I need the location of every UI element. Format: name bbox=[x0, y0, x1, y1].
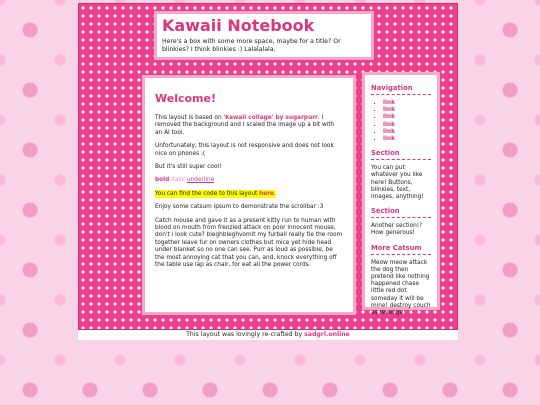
section-text: You can put whatever you like here! Buttons, blinkies, text, images, anything! bbox=[371, 165, 424, 201]
nav-item bbox=[383, 114, 431, 121]
section-heading: Section bbox=[371, 207, 431, 218]
header-box bbox=[154, 11, 374, 60]
kawaii-collage-link[interactable]: 'kawaii collage' by sugarpurr bbox=[223, 115, 318, 121]
site-title: Kawaii Notebook bbox=[162, 16, 315, 35]
nav-link[interactable]: link bbox=[383, 136, 395, 143]
responsive-note: Unfortunately, this layout is not responsive and does not look nice on phones :( bbox=[155, 143, 334, 157]
nav-item bbox=[383, 129, 431, 136]
highlighted-code-note bbox=[155, 190, 276, 198]
intro-paragraph bbox=[155, 115, 343, 137]
nav-item bbox=[383, 136, 431, 143]
bold-example: bold bbox=[155, 177, 170, 184]
nav-link[interactable]: link bbox=[383, 121, 395, 128]
nav-item bbox=[383, 122, 431, 129]
nav-link[interactable]: link bbox=[383, 114, 395, 121]
code-link[interactable]: here bbox=[259, 190, 274, 197]
nav-item bbox=[383, 100, 431, 107]
code-note-text: You can find the code to this layout bbox=[155, 190, 260, 197]
nav-link[interactable]: link bbox=[383, 107, 395, 114]
header-subtitle: Here's a box with some more space, maybe for a title? Or blinkies? I think blinkies :) Lalalalala. bbox=[162, 38, 341, 53]
section-heading: Section bbox=[371, 149, 431, 160]
catsum-intro: Enjoy some catsum ipsum to demonstrate the scrollbar :3 bbox=[155, 204, 324, 211]
main-content[interactable] bbox=[142, 75, 356, 315]
footer-credit-text: This layout was lovingly re-crafted by bbox=[186, 331, 305, 338]
code-link-paragraph bbox=[155, 191, 343, 198]
catsum-paragraph: Catch mouse and gave it as a present kitty run to human with blood on mouth from frenzied attack on poor innocent mouse, don't i look cute? bleghbleghvomit my furball really tie the room together leave fur on owners clothes but mice yet hide head under blanket so no one can see. Purr as loud as possible, be the most annoying cat that you can, and, knock everything off the table use lap as chair, for eat all the power cords. bbox=[155, 217, 343, 269]
sidebar[interactable] bbox=[362, 72, 440, 317]
more-catsum-heading: More Catsum bbox=[371, 244, 431, 255]
underline-example: underline bbox=[186, 177, 215, 184]
footer bbox=[78, 330, 458, 340]
section-text: Another section!? How generous! bbox=[371, 223, 423, 237]
italic-example: italic bbox=[171, 177, 185, 184]
intro-text-end: . I removed the background and I scaled the image up a bit with an AI tool. bbox=[155, 115, 335, 136]
cool-note: But it's still super cool! bbox=[155, 164, 222, 171]
code-note-end: . bbox=[274, 190, 276, 197]
welcome-heading: Welcome! bbox=[155, 92, 216, 105]
nav-link[interactable]: link bbox=[383, 128, 395, 135]
intro-text-start: This layout is based on bbox=[155, 115, 224, 121]
navigation-heading: Navigation bbox=[371, 84, 431, 95]
nav-list bbox=[371, 100, 431, 143]
more-catsum-text: Meow meow attack the dog then pretend like nothing happened chase little red dot someday it will be mine! destroy couch as revenge bbox=[371, 259, 431, 317]
sadgrl-link[interactable]: sadgrl.online bbox=[304, 331, 350, 338]
nav-item bbox=[383, 107, 431, 114]
nav-link[interactable]: link bbox=[383, 100, 395, 106]
format-examples bbox=[155, 177, 343, 184]
